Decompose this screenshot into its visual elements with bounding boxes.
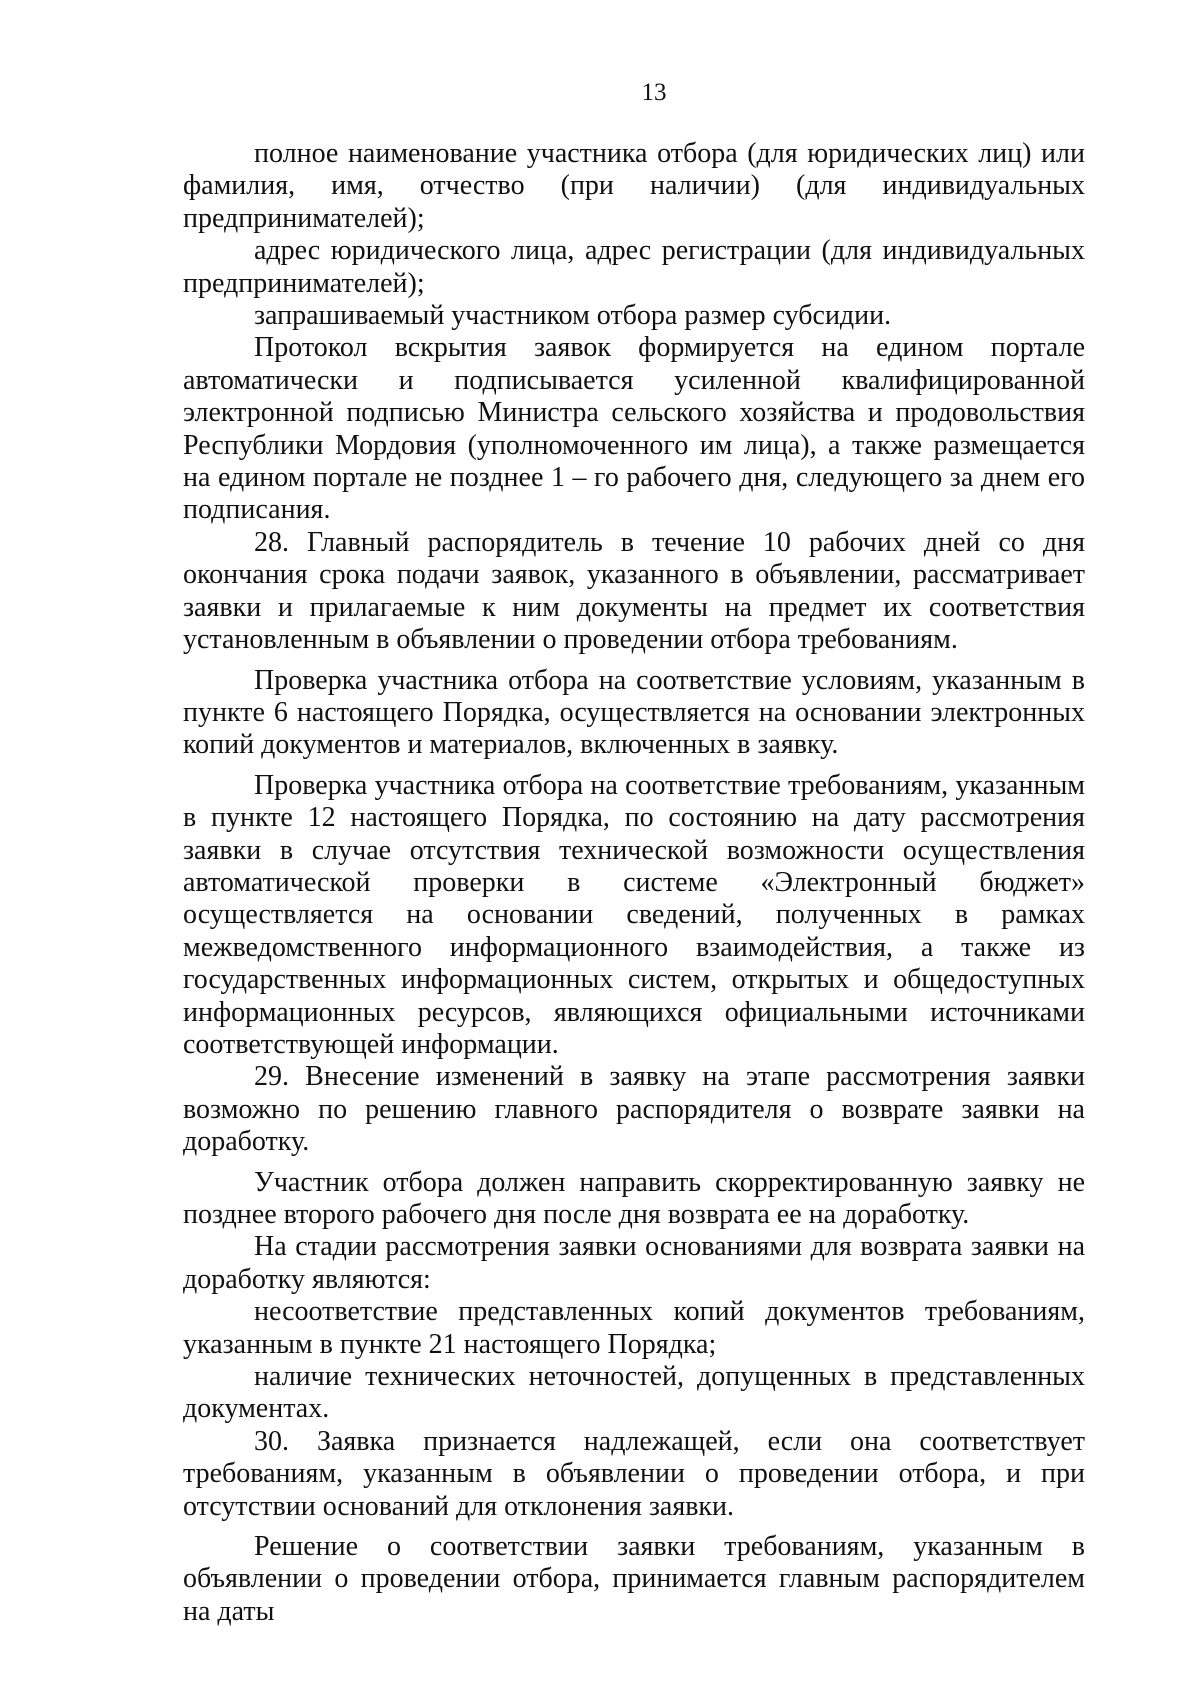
- paragraph: полное наименование участника отбора (для юридических лиц) или фамилия, имя, отчество (при наличии) (для индивидуальных предпринимателей);: [183, 138, 1085, 234]
- paragraph: адрес юридического лица, адрес регистрации (для индивидуальных предпринимателей);: [183, 235, 1085, 299]
- paragraph: Участник отбора должен направить скорректированную заявку не позднее второго рабочего дня после дня возврата ее на доработку.: [183, 1166, 1085, 1230]
- paragraph: 30. Заявка признается надлежащей, если она соответствует требованиям, указанным в объявлении о проведении отбора, и при отсутствии оснований для отклонения заявки.: [183, 1425, 1085, 1522]
- paragraph: Проверка участника отбора на соответствие условиям, указанным в пункте 6 настоящего Порядка, осуществляется на основании электронных копий документов и материалов, включенных в заявку.: [183, 664, 1085, 761]
- paragraph: 28. Главный распорядитель в течение 10 рабочих дней со дня окончания срока подачи заявок, указанного в объявлении, рассматривает заявки и прилагаемые к ним документы на предмет их соответствия установленным в объявлении о проведении отбора требованиям.: [183, 526, 1085, 656]
- paragraph: Проверка участника отбора на соответствие требованиям, указанным в пункте 12 настоящего Порядка, по состоянию на дату рассмотрения заявки в случае отсутствия технической возможности осуществления автоматической проверки в системе «Электронный бюджет» осуществляется на основании сведений, полученных в рамках межведомственного информационного взаимодействия, а также из государственных информационных систем, открытых и общедоступных информационных ресурсов, являющихся официальными источниками соответствующей информации.: [183, 769, 1085, 1060]
- paragraph: Протокол вскрытия заявок формируется на едином портале автоматически и подписывается усиленной квалифицированной электронной подписью Министра сельского хозяйства и продовольствия Республики Мордовия (уполномоченного им лица), а также размещается на едином портале не позднее 1 – го рабочего дня, следующего за днем его подписания.: [183, 332, 1085, 526]
- paragraph: Решение о соответствии заявки требованиям, указанным в объявлении о проведении отбора, принимается главным распорядителем на даты: [183, 1531, 1085, 1627]
- paragraph: 29. Внесение изменений в заявку на этапе рассмотрения заявки возможно по решению главного распорядителя о возврате заявки на доработку.: [183, 1061, 1085, 1158]
- paragraph: наличие технических неточностей, допущенных в представленных документах.: [183, 1361, 1085, 1425]
- paragraph: запрашиваемый участником отбора размер субсидии.: [254, 300, 892, 332]
- page-number: 13: [641, 79, 667, 106]
- document-body: [183, 138, 1085, 1628]
- paragraph: На стадии рассмотрения заявки основаниями для возврата заявки на доработку являются:: [183, 1231, 1085, 1295]
- paragraph: несоответствие представленных копий документов требованиям, указанным в пункте 21 настоящего Порядка;: [183, 1296, 1085, 1360]
